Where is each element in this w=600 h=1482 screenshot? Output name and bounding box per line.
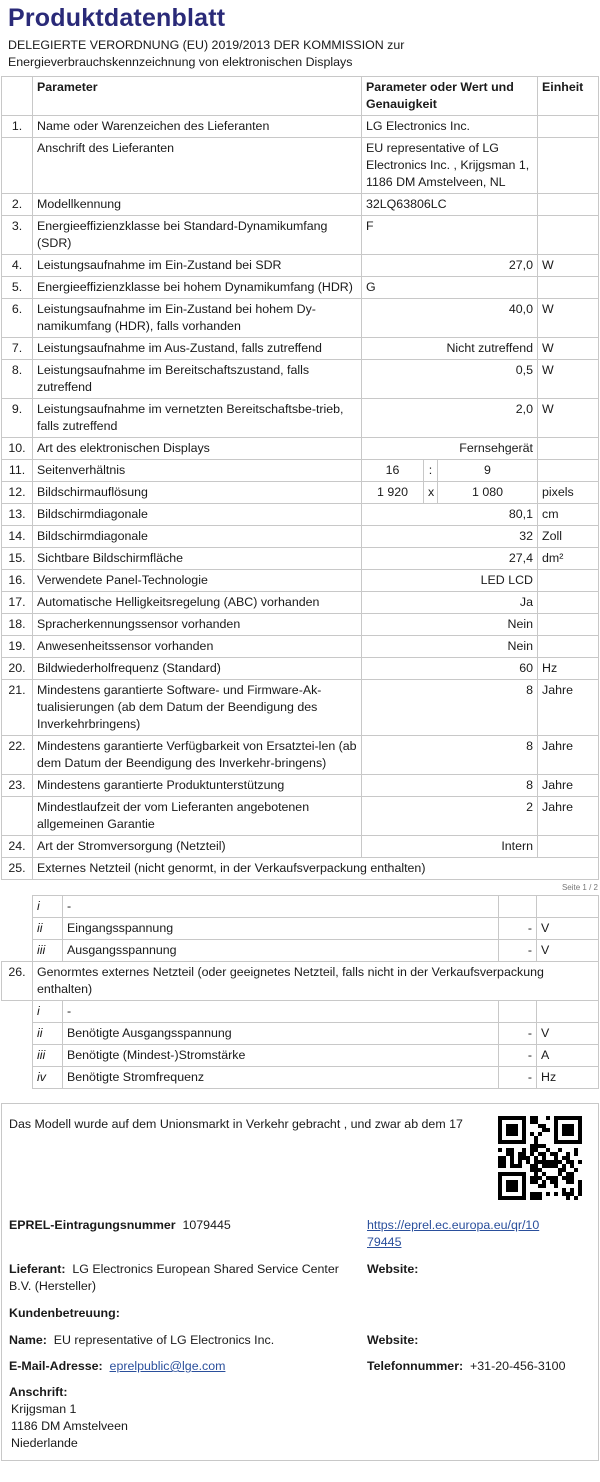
sub-parameter: Benötigte (Mindest-)Stromstärke xyxy=(63,1045,499,1067)
row-parameter: Energieeffizienzklasse bei Standard-Dynamikumfang (SDR) xyxy=(33,216,362,255)
row-unit: W xyxy=(538,360,599,399)
row-parameter: Mindestens garantierte Software- und Firmware-Ak-tualisierungen (ab dem Datum der Beendigung des Inverkehrbringens) xyxy=(33,680,362,736)
sub-index: iii xyxy=(33,940,63,962)
sub-value xyxy=(499,1001,537,1023)
row-unit xyxy=(538,614,599,636)
row-number: 14. xyxy=(2,526,33,548)
row-value: 2 xyxy=(362,797,538,836)
row-parameter: Bildschirmdiagonale xyxy=(33,504,362,526)
document-title: Produktdatenblatt xyxy=(8,4,226,32)
table-row xyxy=(2,299,599,338)
row-value: EU representative of LG Electronics Inc. , Krijgsman 1, 1186 DM Amstelveen, NL xyxy=(362,138,538,194)
sub-parameter: - xyxy=(63,1001,499,1023)
address-line-3: Niederlande xyxy=(11,1436,78,1450)
sub-unit xyxy=(537,896,599,918)
row-parameter: Leistungsaufnahme im Aus-Zustand, falls zutreffend xyxy=(33,338,362,360)
supplier-label: Lieferant: xyxy=(9,1262,66,1276)
row-parameter: Modellkennung xyxy=(33,194,362,216)
table-header-row xyxy=(2,77,599,116)
address-label: Anschrift: xyxy=(9,1385,68,1399)
parameter-table xyxy=(1,76,599,880)
row-number: 24. xyxy=(2,836,33,858)
eprel-link[interactable]: https://eprel.ec.europa.eu/qr/10 79445 xyxy=(367,1218,540,1249)
row-unit: pixels xyxy=(538,482,599,504)
row-unit: Zoll xyxy=(538,526,599,548)
table-row xyxy=(2,570,599,592)
row-parameter: Mindestens garantierte Produktunterstützung xyxy=(33,775,362,797)
email-link[interactable]: eprelpublic@lge.com xyxy=(109,1359,226,1373)
website-label-2: Website: xyxy=(367,1333,419,1347)
row-unit xyxy=(538,460,599,482)
row-unit: cm xyxy=(538,504,599,526)
table-row xyxy=(2,797,599,836)
header-unit: Einheit xyxy=(538,77,599,116)
sub-value: - xyxy=(499,918,537,940)
row-value: Nein xyxy=(362,614,538,636)
row-number: 9. xyxy=(2,399,33,438)
row-value: 8 xyxy=(362,680,538,736)
sub-row xyxy=(2,1001,599,1023)
email-label: E-Mail-Adresse: xyxy=(9,1359,103,1373)
row-unit xyxy=(538,836,599,858)
row-number: 17. xyxy=(2,592,33,614)
row-parameter: Art des elektronischen Displays xyxy=(33,438,362,460)
sub-value: - xyxy=(499,940,537,962)
row-value: LED LCD xyxy=(362,570,538,592)
row-value: 60 xyxy=(362,658,538,680)
sub-index: ii xyxy=(33,918,63,940)
sub-unit: V xyxy=(537,940,599,962)
sub-row xyxy=(2,940,599,962)
row-unit xyxy=(538,138,599,194)
row-number: 12. xyxy=(2,482,33,504)
table-row xyxy=(2,438,599,460)
customer-service-label: Kundenbetreuung: xyxy=(9,1306,120,1320)
table-row xyxy=(2,116,599,138)
row-parameter: Genormtes externes Netzteil (oder geeignetes Netzteil, falls nicht in der Verkaufsverpackung enthalten) xyxy=(33,962,599,1001)
row-parameter: Mindestens garantierte Verfügbarkeit von Ersatztei-len (ab dem Datum der Beendigung des Inverkehr-bringens) xyxy=(33,736,362,775)
header-value: Parameter oder Wert und Genauigkeit xyxy=(362,77,538,116)
row-parameter: Bildschirmauflösung xyxy=(33,482,362,504)
row-parameter: Leistungsaufnahme im Bereitschaftszustand, falls zutreffend xyxy=(33,360,362,399)
row-value: Intern xyxy=(362,836,538,858)
row-value-left: 1 920 xyxy=(362,482,424,504)
row-number: 4. xyxy=(2,255,33,277)
table-row xyxy=(2,736,599,775)
row-value: Nicht zutreffend xyxy=(362,338,538,360)
row-unit xyxy=(538,194,599,216)
row-number: 18. xyxy=(2,614,33,636)
row-unit: W xyxy=(538,299,599,338)
address-line-1: Krijgsman 1 xyxy=(11,1402,77,1416)
row-value-right: 9 xyxy=(438,460,538,482)
sub-unit: Hz xyxy=(537,1067,599,1089)
row-value: 32 xyxy=(362,526,538,548)
row-number: 26. xyxy=(2,962,33,1001)
table-row xyxy=(2,138,599,194)
row-value: 40,0 xyxy=(362,299,538,338)
row-unit xyxy=(538,438,599,460)
row-unit: Jahre xyxy=(538,736,599,775)
address-line-2: 1186 DM Amstelveen xyxy=(11,1419,128,1433)
sub-index: ii xyxy=(33,1023,63,1045)
eprel-number: 1079445 xyxy=(182,1218,231,1232)
header-parameter: Parameter xyxy=(33,77,362,116)
qr-code-icon[interactable] xyxy=(498,1116,582,1200)
row-number: 2. xyxy=(2,194,33,216)
info-box xyxy=(1,1103,599,1461)
sub-parameter: Eingangsspannung xyxy=(63,918,499,940)
row-unit: W xyxy=(538,399,599,438)
row-parameter: Mindestlaufzeit der vom Lieferanten angebotenen allgemeinen Garantie xyxy=(33,797,362,836)
row-number: 15. xyxy=(2,548,33,570)
table-row xyxy=(2,858,599,880)
row-unit: W xyxy=(538,255,599,277)
row-value-right: 1 080 xyxy=(438,482,538,504)
sub-value xyxy=(499,896,537,918)
row-number: 6. xyxy=(2,299,33,338)
sub-parameter: Benötigte Stromfrequenz xyxy=(63,1067,499,1089)
row-number: 16. xyxy=(2,570,33,592)
row-number: 8. xyxy=(2,360,33,399)
row-parameter: Automatische Helligkeitsregelung (ABC) vorhanden xyxy=(33,592,362,614)
row-parameter: Anschrift des Lieferanten xyxy=(33,138,362,194)
row-value: Nein xyxy=(362,636,538,658)
row-number: 19. xyxy=(2,636,33,658)
row-value-separator: : xyxy=(424,460,438,482)
name-value: EU representative of LG Electronics Inc. xyxy=(53,1333,275,1347)
row-unit xyxy=(538,570,599,592)
row-value: F xyxy=(362,216,538,255)
table-row xyxy=(2,775,599,797)
sub-unit: V xyxy=(537,1023,599,1045)
sub-unit xyxy=(537,1001,599,1023)
table-row xyxy=(2,658,599,680)
sub-unit: A xyxy=(537,1045,599,1067)
row-number: 10. xyxy=(2,438,33,460)
row-number: 20. xyxy=(2,658,33,680)
table-row xyxy=(2,216,599,255)
sub-index: iv xyxy=(33,1067,63,1089)
sub-row xyxy=(2,918,599,940)
table-row xyxy=(2,460,599,482)
table-row xyxy=(2,360,599,399)
row-value: 27,0 xyxy=(362,255,538,277)
table-row xyxy=(2,526,599,548)
phone-value: +31-20-456-3100 xyxy=(470,1359,566,1373)
phone-label: Telefonnummer: xyxy=(367,1359,464,1373)
sub-index: iii xyxy=(33,1045,63,1067)
row-unit: Jahre xyxy=(538,775,599,797)
sub-value: - xyxy=(499,1045,537,1067)
sub-index: i xyxy=(33,896,63,918)
website-label: Website: xyxy=(367,1262,419,1276)
row-number: 21. xyxy=(2,680,33,736)
row-value: G xyxy=(362,277,538,299)
sub-value: - xyxy=(499,1067,537,1089)
row-parameter: Anwesenheitssensor vorhanden xyxy=(33,636,362,658)
row-number: 7. xyxy=(2,338,33,360)
table-row xyxy=(2,592,599,614)
row-number: 3. xyxy=(2,216,33,255)
row-number: 22. xyxy=(2,736,33,775)
row-value: 8 xyxy=(362,775,538,797)
row-number: 1. xyxy=(2,116,33,138)
product-data-sheet xyxy=(0,4,600,1461)
row-value: 8 xyxy=(362,736,538,775)
supplier-name: LG Electronics European Shared Service Center xyxy=(72,1262,339,1276)
row-unit: Jahre xyxy=(538,680,599,736)
row-parameter: Sichtbare Bildschirmfläche xyxy=(33,548,362,570)
row-value: LG Electronics Inc. xyxy=(362,116,538,138)
row-unit xyxy=(538,216,599,255)
row-parameter: Name oder Warenzeichen des Lieferanten xyxy=(33,116,362,138)
row-parameter: Leistungsaufnahme im Ein-Zustand bei hohem Dy-namikumfang (HDR), falls vorhanden xyxy=(33,299,362,338)
row-parameter: Verwendete Panel-Technologie xyxy=(33,570,362,592)
table-row xyxy=(2,194,599,216)
row-unit: Hz xyxy=(538,658,599,680)
row-value-left: 16 xyxy=(362,460,424,482)
row-number: 11. xyxy=(2,460,33,482)
row-parameter: Art der Stromversorgung (Netzteil) xyxy=(33,836,362,858)
sub-row xyxy=(2,1045,599,1067)
table-row xyxy=(2,399,599,438)
row-number: 13. xyxy=(2,504,33,526)
row-value-separator: x xyxy=(424,482,438,504)
row-value: 27,4 xyxy=(362,548,538,570)
table-row xyxy=(2,338,599,360)
table-row xyxy=(2,614,599,636)
row-parameter: Energieeffizienzklasse bei hohem Dynamikumfang (HDR) xyxy=(33,277,362,299)
power-supply-table xyxy=(1,895,599,1089)
row-parameter: Spracherkennungssensor vorhanden xyxy=(33,614,362,636)
table-row xyxy=(2,277,599,299)
sub-parameter: Ausgangsspannung xyxy=(63,940,499,962)
row-number: 25. xyxy=(2,858,33,880)
supplier-name-line2: B.V. (Hersteller) xyxy=(9,1279,96,1293)
row-number xyxy=(2,797,33,836)
row-unit xyxy=(538,592,599,614)
row-value: 0,5 xyxy=(362,360,538,399)
row-parameter: Bildwiederholfrequenz (Standard) xyxy=(33,658,362,680)
market-date-text: Das Modell wurde auf dem Unionsmarkt in Verkehr gebracht , und zwar ab dem 17 xyxy=(9,1117,463,1131)
table-row xyxy=(2,255,599,277)
row-number xyxy=(2,138,33,194)
row-parameter: Seitenverhältnis xyxy=(33,460,362,482)
row-value: 80,1 xyxy=(362,504,538,526)
table-row xyxy=(2,636,599,658)
sub-row xyxy=(2,1067,599,1089)
sub-index: i xyxy=(33,1001,63,1023)
row-parameter: Leistungsaufnahme im Ein-Zustand bei SDR xyxy=(33,255,362,277)
row-unit: W xyxy=(538,338,599,360)
table-row xyxy=(2,504,599,526)
row-parameter: Leistungsaufnahme im vernetzten Bereitschaftsbe-trieb, falls zutreffend xyxy=(33,399,362,438)
row-number: 5. xyxy=(2,277,33,299)
sub-parameter: Benötigte Ausgangsspannung xyxy=(63,1023,499,1045)
row-value: Fernsehgerät xyxy=(362,438,538,460)
name-label: Name: xyxy=(9,1333,47,1347)
table-row xyxy=(2,680,599,736)
sub-value: - xyxy=(499,1023,537,1045)
table-row xyxy=(2,482,599,504)
row-number: 23. xyxy=(2,775,33,797)
table-row xyxy=(2,962,599,1001)
row-unit: dm² xyxy=(538,548,599,570)
row-parameter: Bildschirmdiagonale xyxy=(33,526,362,548)
row-parameter: Externes Netzteil (nicht genormt, in der Verkaufsverpackung enthalten) xyxy=(33,858,599,880)
sub-parameter: - xyxy=(63,896,499,918)
row-unit xyxy=(538,636,599,658)
sub-unit: V xyxy=(537,918,599,940)
row-unit xyxy=(538,116,599,138)
sub-row xyxy=(2,896,599,918)
table-row xyxy=(2,548,599,570)
sub-row xyxy=(2,1023,599,1045)
row-value: Ja xyxy=(362,592,538,614)
eprel-label: EPREL-Eintragungsnummer xyxy=(9,1218,176,1232)
row-value: 32LQ63806LC xyxy=(362,194,538,216)
table-row xyxy=(2,836,599,858)
page-number: Seite 1 / 2 xyxy=(561,883,598,892)
row-unit: Jahre xyxy=(538,797,599,836)
regulation-subtitle: DELEGIERTE VERORDNUNG (EU) 2019/2013 DER KOMMISSION zur Energieverbrauchskennzeichnung von elektronischen Displays xyxy=(8,38,405,69)
row-value: 2,0 xyxy=(362,399,538,438)
row-unit xyxy=(538,277,599,299)
